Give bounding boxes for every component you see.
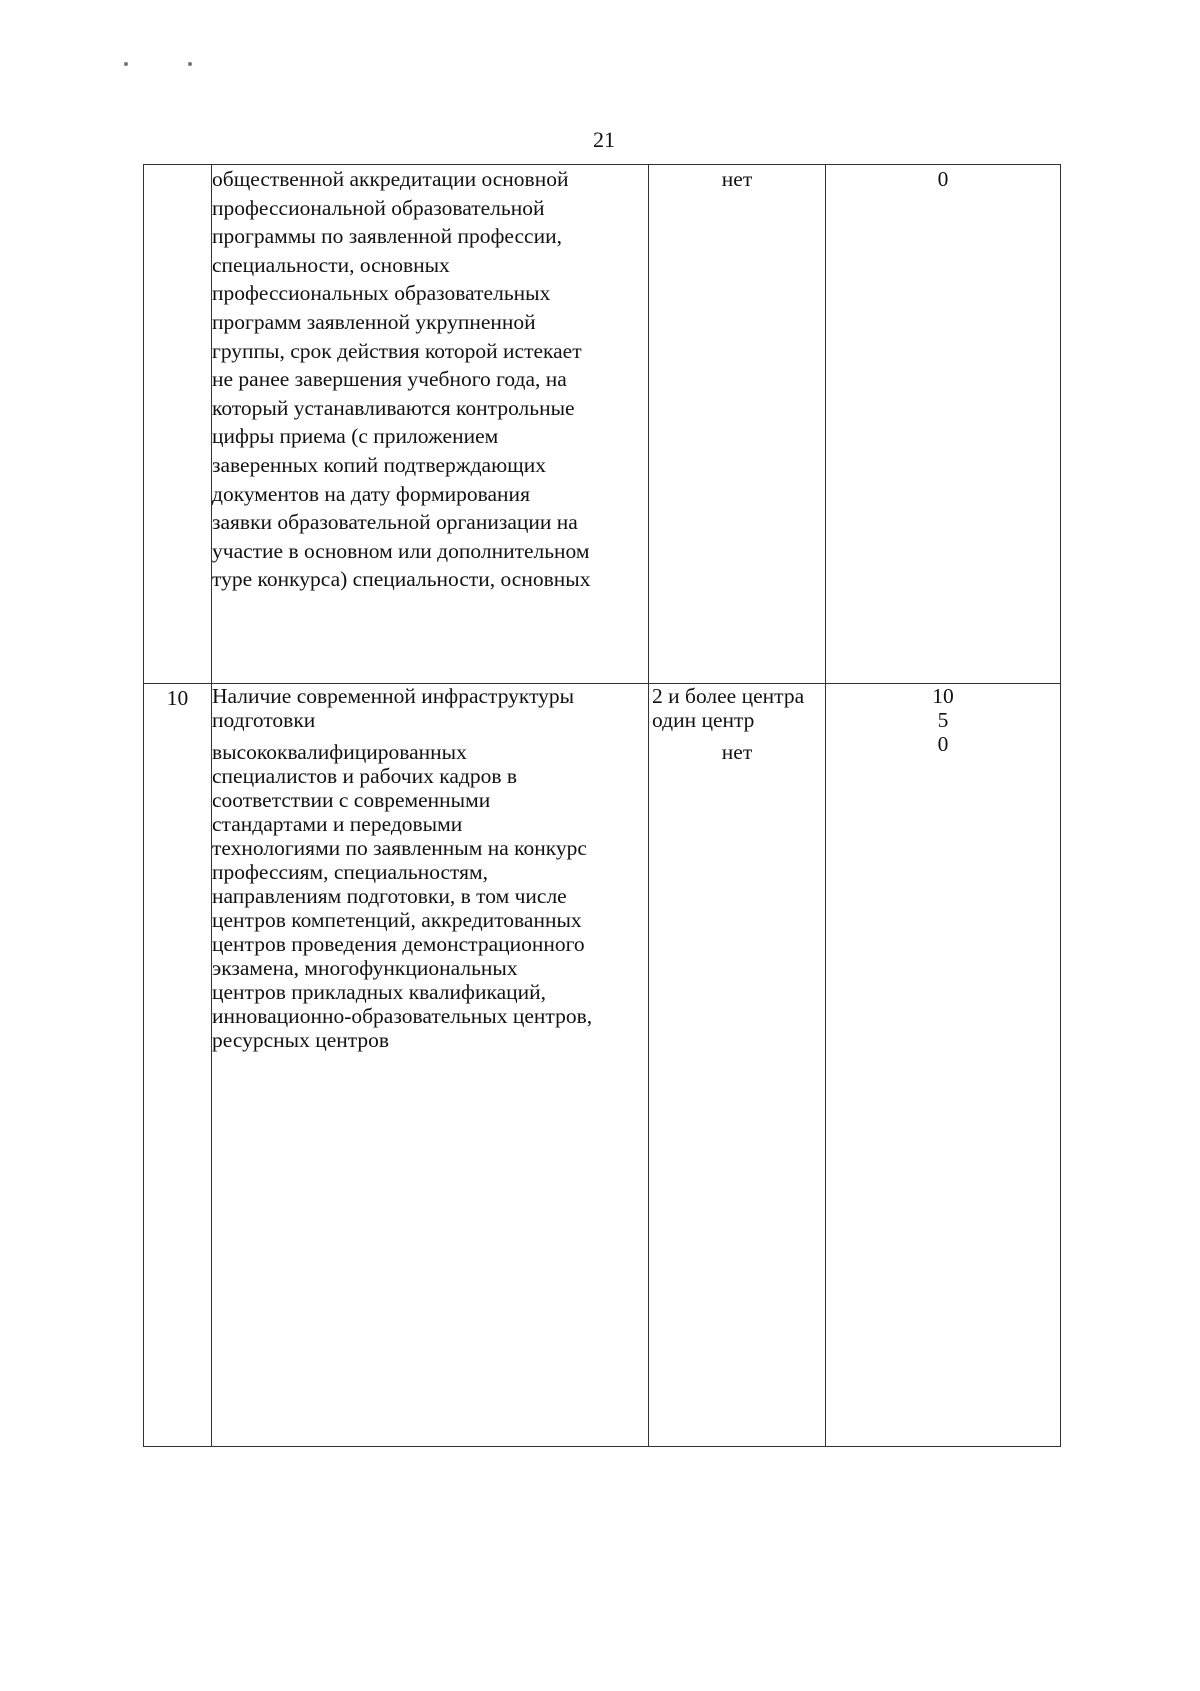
description-line: специальности, основных <box>212 252 450 277</box>
description-line: заявки образовательной организации на <box>212 510 578 535</box>
condition-cell <box>649 684 826 1447</box>
paragraph-gap <box>649 732 825 740</box>
condition-value: нет <box>721 167 753 191</box>
score-cell <box>826 165 1061 684</box>
description-line: стандартами и передовыми <box>212 812 463 836</box>
description-line: профессиональных образовательных <box>212 281 551 306</box>
scan-speck <box>124 62 128 66</box>
description-line: центров компетенций, аккредитованных <box>212 908 582 932</box>
description-line: центров прикладных квалификаций, <box>212 980 547 1004</box>
condition-value: один центр <box>652 708 755 732</box>
description-line: специалистов и рабочих кадров в <box>212 764 518 788</box>
description-line: туре конкурса) специальности, основных <box>212 567 591 592</box>
row-number-cell <box>144 684 212 1447</box>
description-line: не ранее завершения учебного года, на <box>212 367 567 392</box>
description-line: программы по заявленной профессии, <box>212 224 562 249</box>
description-line: программ заявленной укрупненной <box>212 309 536 334</box>
condition-cell <box>649 165 826 684</box>
description-line: соответствии с современными <box>212 788 491 812</box>
row-number: 10 <box>166 686 189 710</box>
score-value: 10 <box>932 684 954 708</box>
criterion-description-cell <box>212 684 649 1447</box>
description-line: профессиональной образовательной <box>212 195 545 220</box>
description-line: ресурсных центров <box>212 1028 390 1052</box>
description-line: участие в основном или дополнительном <box>212 538 590 563</box>
description-line: профессиям, специальностям, <box>212 860 489 884</box>
description-line: цифры приема (с приложением <box>212 424 499 449</box>
description-line: направлениям подготовки, в том числе <box>212 884 567 908</box>
table-row <box>144 165 1061 684</box>
description-line: центров проведения демонстрационного <box>212 932 585 956</box>
criterion-description-cell <box>212 165 649 684</box>
description-line: технологиями по заявленным на конкурс <box>212 836 587 860</box>
description-line: подготовки <box>212 708 316 732</box>
description-line: общественной аккредитации основной <box>212 167 569 191</box>
criteria-table <box>143 164 1061 1447</box>
description-line: документов на дату формирования <box>212 481 530 506</box>
score-value: 0 <box>937 167 949 191</box>
description-line: инновационно-образовательных центров, <box>212 1004 593 1028</box>
scan-speck <box>188 62 192 66</box>
description-line: Наличие современной инфраструктуры <box>212 684 575 708</box>
paragraph-gap <box>212 732 648 740</box>
condition-value: 2 и более центра <box>652 684 805 708</box>
score-cell <box>826 684 1061 1447</box>
description-line: группы, срок действия которой истекает <box>212 338 582 363</box>
score-value: 5 <box>937 708 949 732</box>
condition-value: нет <box>721 740 753 764</box>
row-number-cell <box>144 165 212 684</box>
description-line: экзамена, многофункциональных <box>212 956 518 980</box>
page-number: 21 <box>593 127 615 152</box>
description-line: заверенных копий подтверждающих <box>212 452 546 477</box>
description-line: высококвалифицированных <box>212 740 467 764</box>
score-value: 0 <box>937 732 949 756</box>
description-line: который устанавливаются контрольные <box>212 395 575 420</box>
table-row <box>144 684 1061 1447</box>
